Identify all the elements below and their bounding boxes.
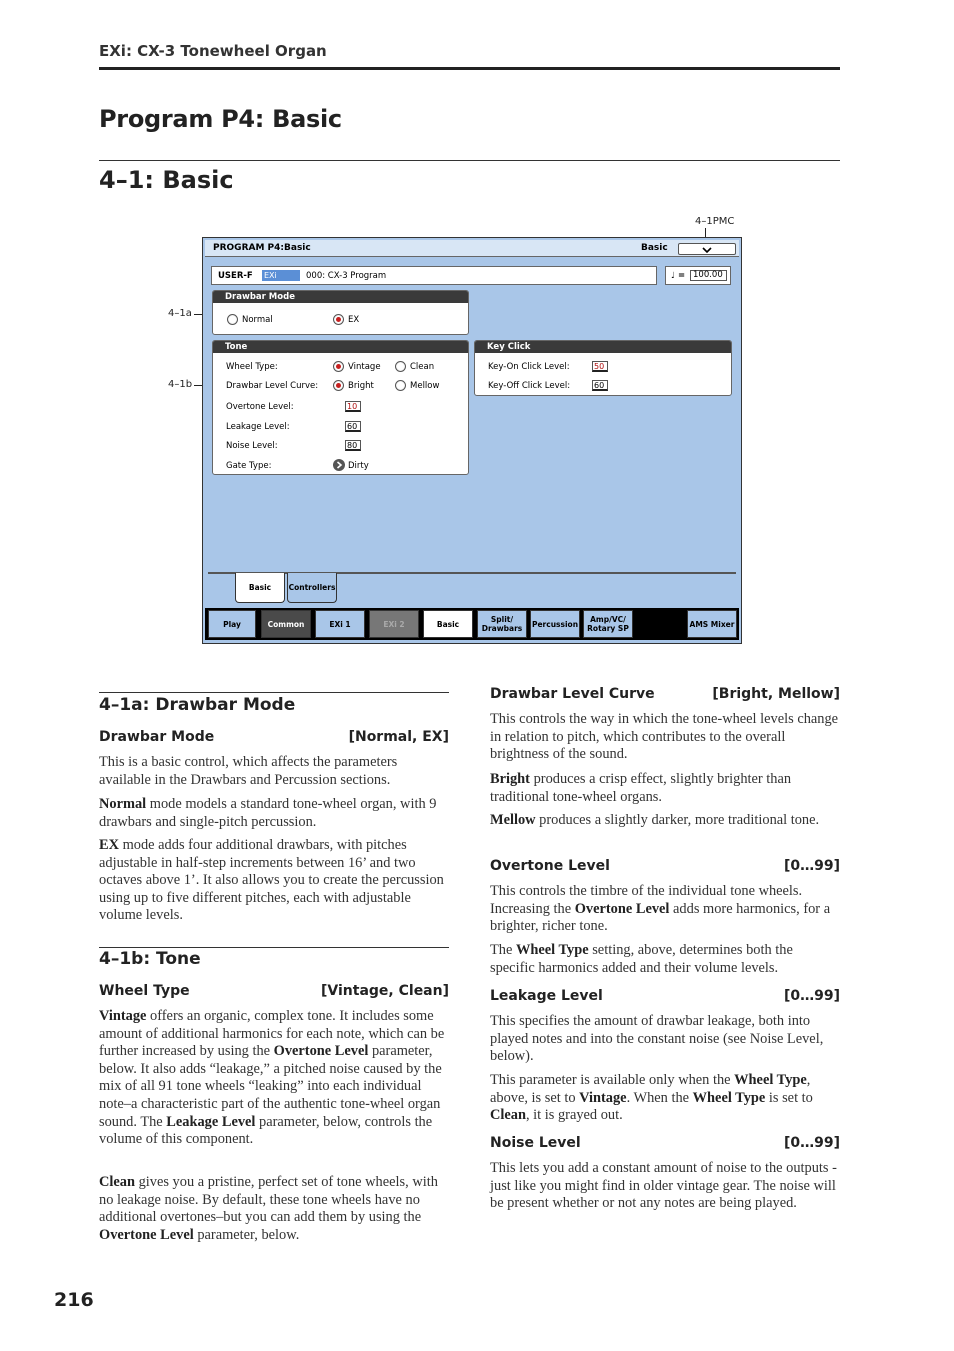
program-name: 000: CX-3 Program	[306, 271, 387, 281]
clean-desc	[99, 1174, 449, 1244]
overtone-desc	[490, 883, 840, 936]
noise-desc: This lets you add a constant amount of noise to the outputs - just like you might find in older vintage gear. The noise will be present whether or not any notes are being played.	[490, 1160, 837, 1212]
sec-b-rule	[99, 947, 449, 948]
text: mode adds four additional drawbars, with pitches adjustable in half-step increments between 16’ and two octaves above 1’. It also allows you to create the percussion using up to five different pitches, each with adjustable volume levels.	[99, 837, 444, 924]
param-name: Leakage Level	[490, 988, 603, 1004]
screen-title: PROGRAM P4:Basic	[213, 243, 311, 253]
term: Clean	[490, 1107, 526, 1124]
noise-param	[490, 1135, 840, 1151]
overtone-param	[490, 858, 840, 874]
callout-pmc: 4–1PMC	[695, 216, 735, 227]
text: parameter, below, controls the volume of this component.	[99, 1113, 433, 1148]
text: adds more harmonics, for a brighter, richer tone.	[490, 900, 831, 935]
term: Normal	[99, 796, 147, 812]
noise-value[interactable]: 80	[345, 440, 361, 451]
drawbar-mode-box	[212, 290, 469, 335]
tab-split-drawbars[interactable]: Split/ Drawbars	[477, 610, 527, 638]
tone-box	[212, 340, 469, 475]
clean-radio[interactable]	[395, 361, 406, 372]
param-range: [0…99]	[783, 1135, 840, 1151]
param-range: [Bright, Mellow]	[712, 686, 840, 702]
tempo-field[interactable]	[665, 266, 731, 285]
normal-desc	[99, 796, 449, 831]
tempo-value: 100.00	[690, 270, 727, 281]
normal-radio[interactable]	[227, 314, 238, 325]
text: , above, is set to	[490, 1072, 811, 1106]
term: Wheel Type	[734, 1072, 807, 1088]
leakage-label: Leakage Level:	[226, 422, 290, 432]
param-name: Noise Level	[490, 1135, 581, 1151]
tab-common[interactable]: Common	[261, 610, 311, 638]
leakage-param	[490, 988, 840, 1004]
subtab-basic[interactable]: Basic	[235, 573, 285, 603]
text: is set to	[765, 1089, 813, 1106]
key-off-value[interactable]: 60	[592, 380, 608, 391]
key-click-box-title: Key Click	[475, 341, 731, 353]
term: Bright	[490, 771, 530, 787]
text: setting, above, determines both the specific harmonics added and their volume levels.	[490, 942, 793, 976]
callout-b: 4–1b	[168, 379, 193, 390]
param-name: Drawbar Level Curve	[490, 686, 655, 702]
mellow-desc	[490, 812, 840, 830]
tempo-symbol: ♩ =	[671, 271, 686, 281]
param-range: [0…99]	[783, 858, 840, 874]
curve-param	[490, 686, 840, 702]
param-range: [Vintage, Clean]	[321, 983, 449, 999]
tab-ams-mixer[interactable]: AMS Mixer	[687, 610, 737, 638]
tab-play[interactable]: Play	[208, 610, 256, 638]
text: offers an organic, complex tone. It includes some amount of additional harmonics for each note, which can be further increased by using the	[99, 1008, 445, 1060]
text: This parameter is available only when the	[490, 1072, 735, 1088]
text: parameter, below.	[193, 1226, 300, 1243]
exi-tag: EXi	[262, 270, 300, 281]
tab-percussion[interactable]: Percussion	[530, 610, 580, 638]
page-title: Program P4: Basic	[99, 105, 342, 133]
param-name: Overtone Level	[490, 858, 610, 874]
tone-box-title: Tone	[213, 341, 468, 353]
page-select-label: Basic	[641, 243, 668, 253]
wheel-type-note	[490, 942, 840, 977]
gate-label: Gate Type:	[226, 461, 272, 471]
screen-titlebar	[205, 240, 739, 257]
gate-popup-button[interactable]	[333, 459, 345, 471]
callout-a: 4–1a	[168, 308, 192, 319]
sec-a-title: 4–1a: Drawbar Mode	[99, 695, 296, 715]
tab-exi1[interactable]: EXi 1	[315, 610, 365, 638]
leakage-value[interactable]: 60	[345, 421, 361, 432]
drawbar-mode-box-title: Drawbar Mode	[213, 291, 468, 303]
ex-radio[interactable]	[333, 314, 344, 325]
gate-value: Dirty	[348, 461, 369, 471]
subtab-controllers[interactable]: Controllers	[287, 573, 337, 603]
key-off-label: Key-Off Click Level:	[488, 381, 571, 391]
term: Leakage Level	[166, 1113, 256, 1130]
wheel-type-param	[99, 983, 449, 999]
lcd-screen	[202, 237, 742, 644]
term: Clean	[99, 1174, 135, 1190]
availability-note	[490, 1072, 840, 1125]
vintage-desc	[99, 1008, 449, 1149]
text: gives you a pristine, perfect set of tone wheels, with no leakage noise. By default, these tone wheels have no additional overtones–but you can add them by using the	[99, 1174, 438, 1226]
term: EX	[99, 837, 119, 853]
bright-radio[interactable]	[333, 380, 344, 391]
section-title: 4–1: Basic	[99, 166, 234, 194]
bright-radio-label: Bright	[348, 381, 374, 391]
term: Wheel Type	[692, 1089, 766, 1106]
drawbar-mode-param	[99, 729, 449, 745]
page-menu-button[interactable]	[678, 243, 736, 255]
clean-radio-label: Clean	[410, 362, 435, 372]
ex-desc	[99, 837, 449, 925]
tab-exi2[interactable]: EXi 2	[369, 610, 419, 638]
key-on-value[interactable]: 50	[592, 361, 608, 372]
header-rule	[99, 67, 840, 70]
drawbar-desc: This is a basic control, which affects the parameters available in the Drawbars and Percussion sections.	[99, 754, 398, 788]
term: Mellow	[490, 812, 536, 828]
page-number: 216	[54, 1289, 94, 1311]
term: Wheel Type	[515, 942, 589, 958]
overtone-label: Overtone Level:	[226, 402, 294, 412]
term: Overtone Level	[574, 900, 670, 917]
program-bank: USER-F	[218, 271, 253, 281]
tab-amp-vc-rotary[interactable]: Amp/VC/ Rotary SP	[583, 610, 633, 638]
leakage-desc: This specifies the amount of drawbar leakage, both into played notes and into the constant noise (see Noise Level, below).	[490, 1013, 824, 1065]
text: This controls the timbre of the individual tone wheels. Increasing the	[490, 883, 803, 917]
term: Overtone Level	[99, 1226, 194, 1243]
key-on-label: Key-On Click Level:	[488, 362, 570, 372]
text: The	[490, 942, 516, 958]
param-range: [Normal, EX]	[348, 729, 449, 745]
param-name: Drawbar Mode	[99, 729, 215, 745]
text: produces a crisp effect, slightly brighter than traditional tone-wheel organs.	[490, 771, 792, 805]
text: parameter, below. It also adds “leakage,” a pitched noise caused by the mix of all 91 tone wheels “leaking” into each individual note–a characteristic part of the authentic tone-wheel organ sound. The	[99, 1043, 442, 1130]
sec-b-title: 4–1b: Tone	[99, 949, 201, 969]
term: Overtone Level	[273, 1043, 369, 1060]
overtone-value[interactable]: 10	[345, 401, 361, 412]
term: Vintage	[99, 1008, 147, 1024]
sec-a-rule	[99, 692, 449, 693]
title-rule	[99, 160, 840, 161]
bright-desc	[490, 771, 840, 806]
noise-label: Noise Level:	[226, 441, 278, 451]
text: . When the	[626, 1089, 693, 1106]
bottom-tab-bar	[205, 608, 739, 640]
mellow-radio-label: Mellow	[410, 381, 440, 391]
param-name: Wheel Type	[99, 983, 190, 999]
text: produces a slightly darker, more traditional tone.	[535, 812, 820, 828]
chevron-down-icon	[701, 245, 713, 255]
chevron-right-icon	[333, 459, 345, 471]
term: Vintage	[579, 1089, 627, 1106]
vintage-radio-label: Vintage	[348, 362, 381, 372]
tab-basic[interactable]: Basic	[423, 610, 473, 638]
normal-radio-label: Normal	[242, 315, 273, 325]
text: , it is grayed out.	[525, 1107, 623, 1124]
ex-radio-label: EX	[348, 315, 360, 325]
curve-label: Drawbar Level Curve:	[226, 381, 319, 391]
curve-desc: This controls the way in which the tone-wheel levels change in relation to pitch, which contributes to the overall brightness of the sound.	[490, 711, 839, 763]
program-select[interactable]	[211, 266, 657, 285]
key-click-box	[474, 340, 732, 396]
param-range: [0…99]	[783, 988, 840, 1004]
text: mode models a standard tone-wheel organ, with 9 drawbars and single-pitch percussion.	[99, 796, 437, 830]
mellow-radio[interactable]	[395, 380, 406, 391]
running-header: EXi: CX-3 Tonewheel Organ	[99, 42, 327, 60]
vintage-radio[interactable]	[333, 361, 344, 372]
wheel-type-label: Wheel Type:	[226, 362, 278, 372]
